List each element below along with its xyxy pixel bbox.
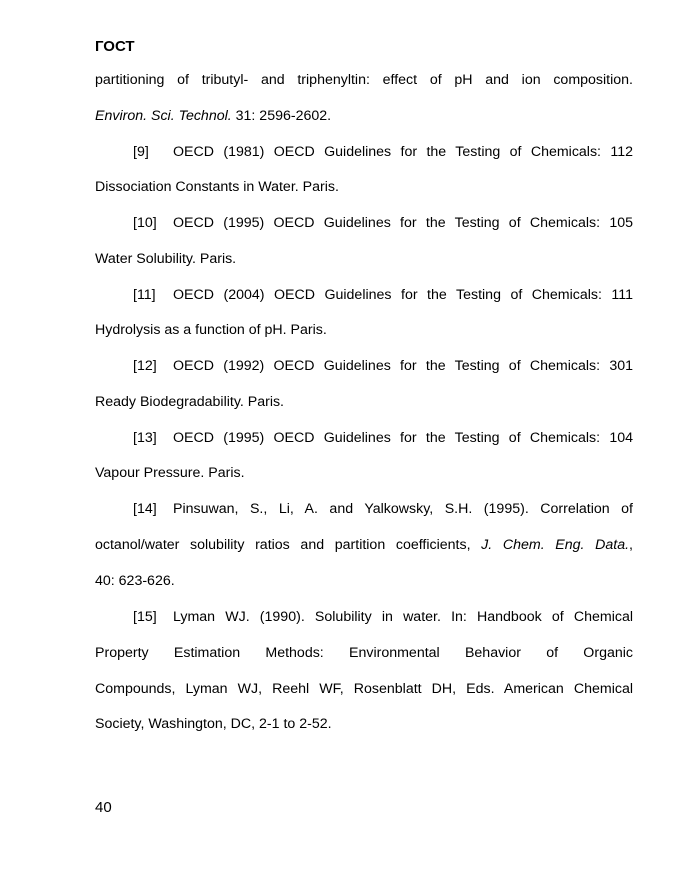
reference-15-number: [15] xyxy=(133,609,157,625)
journal-name: Environ. Sci. Technol. xyxy=(95,108,232,124)
reference-14-number: [14] xyxy=(133,501,157,517)
reference-15-line4: Society, Washington, DC, 2-1 to 2-52. xyxy=(95,716,332,732)
reference-11-number: [11] xyxy=(133,287,156,303)
reference-13-number: [13] xyxy=(133,430,157,446)
reference-11-continuation: Hydrolysis as a function of pH. Paris. xyxy=(95,322,327,338)
reference-10-continuation: Water Solubility. Paris. xyxy=(95,251,237,267)
reference-15-first-line: Lyman WJ. (1990). Solubility in water. In: Handbook of Chemical xyxy=(173,609,633,625)
journal-name: J. Chem. Eng. Data. xyxy=(481,537,630,553)
page-number: 40 xyxy=(95,799,112,816)
reference-8-continuation-line2 xyxy=(95,106,633,126)
citation-detail: 31: 2596-2602. xyxy=(231,108,332,124)
reference-14-first-line: Pinsuwan, S., Li, A. and Yalkowsky, S.H. (1995). Correlation of xyxy=(173,501,633,517)
reference-10-first-line: OECD (1995) OECD Guidelines for the Testing of Chemicals: 105 xyxy=(173,215,633,231)
reference-11-first-line: OECD (2004) OECD Guidelines for the Testing of Chemicals: 111 xyxy=(173,287,633,303)
reference-9-continuation: Dissociation Constants in Water. Paris. xyxy=(95,179,339,195)
reference-12-first-line: OECD (1992) OECD Guidelines for the Testing of Chemicals: 301 xyxy=(173,358,633,374)
page-header: ГОСТ xyxy=(95,38,135,55)
reference-10-number: [10] xyxy=(133,215,157,231)
reference-13-first-line: OECD (1995) OECD Guidelines for the Testing of Chemicals: 104 xyxy=(173,430,633,446)
reference-15-line2: Property Estimation Methods: Environmental Behavior of Organic xyxy=(95,645,633,661)
reference-8-continuation-line1: partitioning of tributyl- and triphenyltin: effect of pH and ion composition. xyxy=(95,72,633,88)
reference-15-line3: Compounds, Lyman WJ, Reehl WF, Rosenblatt DH, Eds. American Chemical xyxy=(95,681,633,697)
citation-title-tail: octanol/water solubility ratios and partition coefficients, xyxy=(95,537,482,553)
reference-9-number: [9] xyxy=(133,144,149,160)
reference-12-number: [12] xyxy=(133,358,157,374)
reference-12-continuation: Ready Biodegradability. Paris. xyxy=(95,394,285,410)
reference-14-line3: 40: 623-626. xyxy=(95,573,175,589)
punctuation: , xyxy=(629,537,633,553)
reference-14-line2 xyxy=(95,535,633,555)
reference-9-first-line: OECD (1981) OECD Guidelines for the Testing of Chemicals: 112 xyxy=(173,144,633,160)
reference-13-continuation: Vapour Pressure. Paris. xyxy=(95,465,245,481)
